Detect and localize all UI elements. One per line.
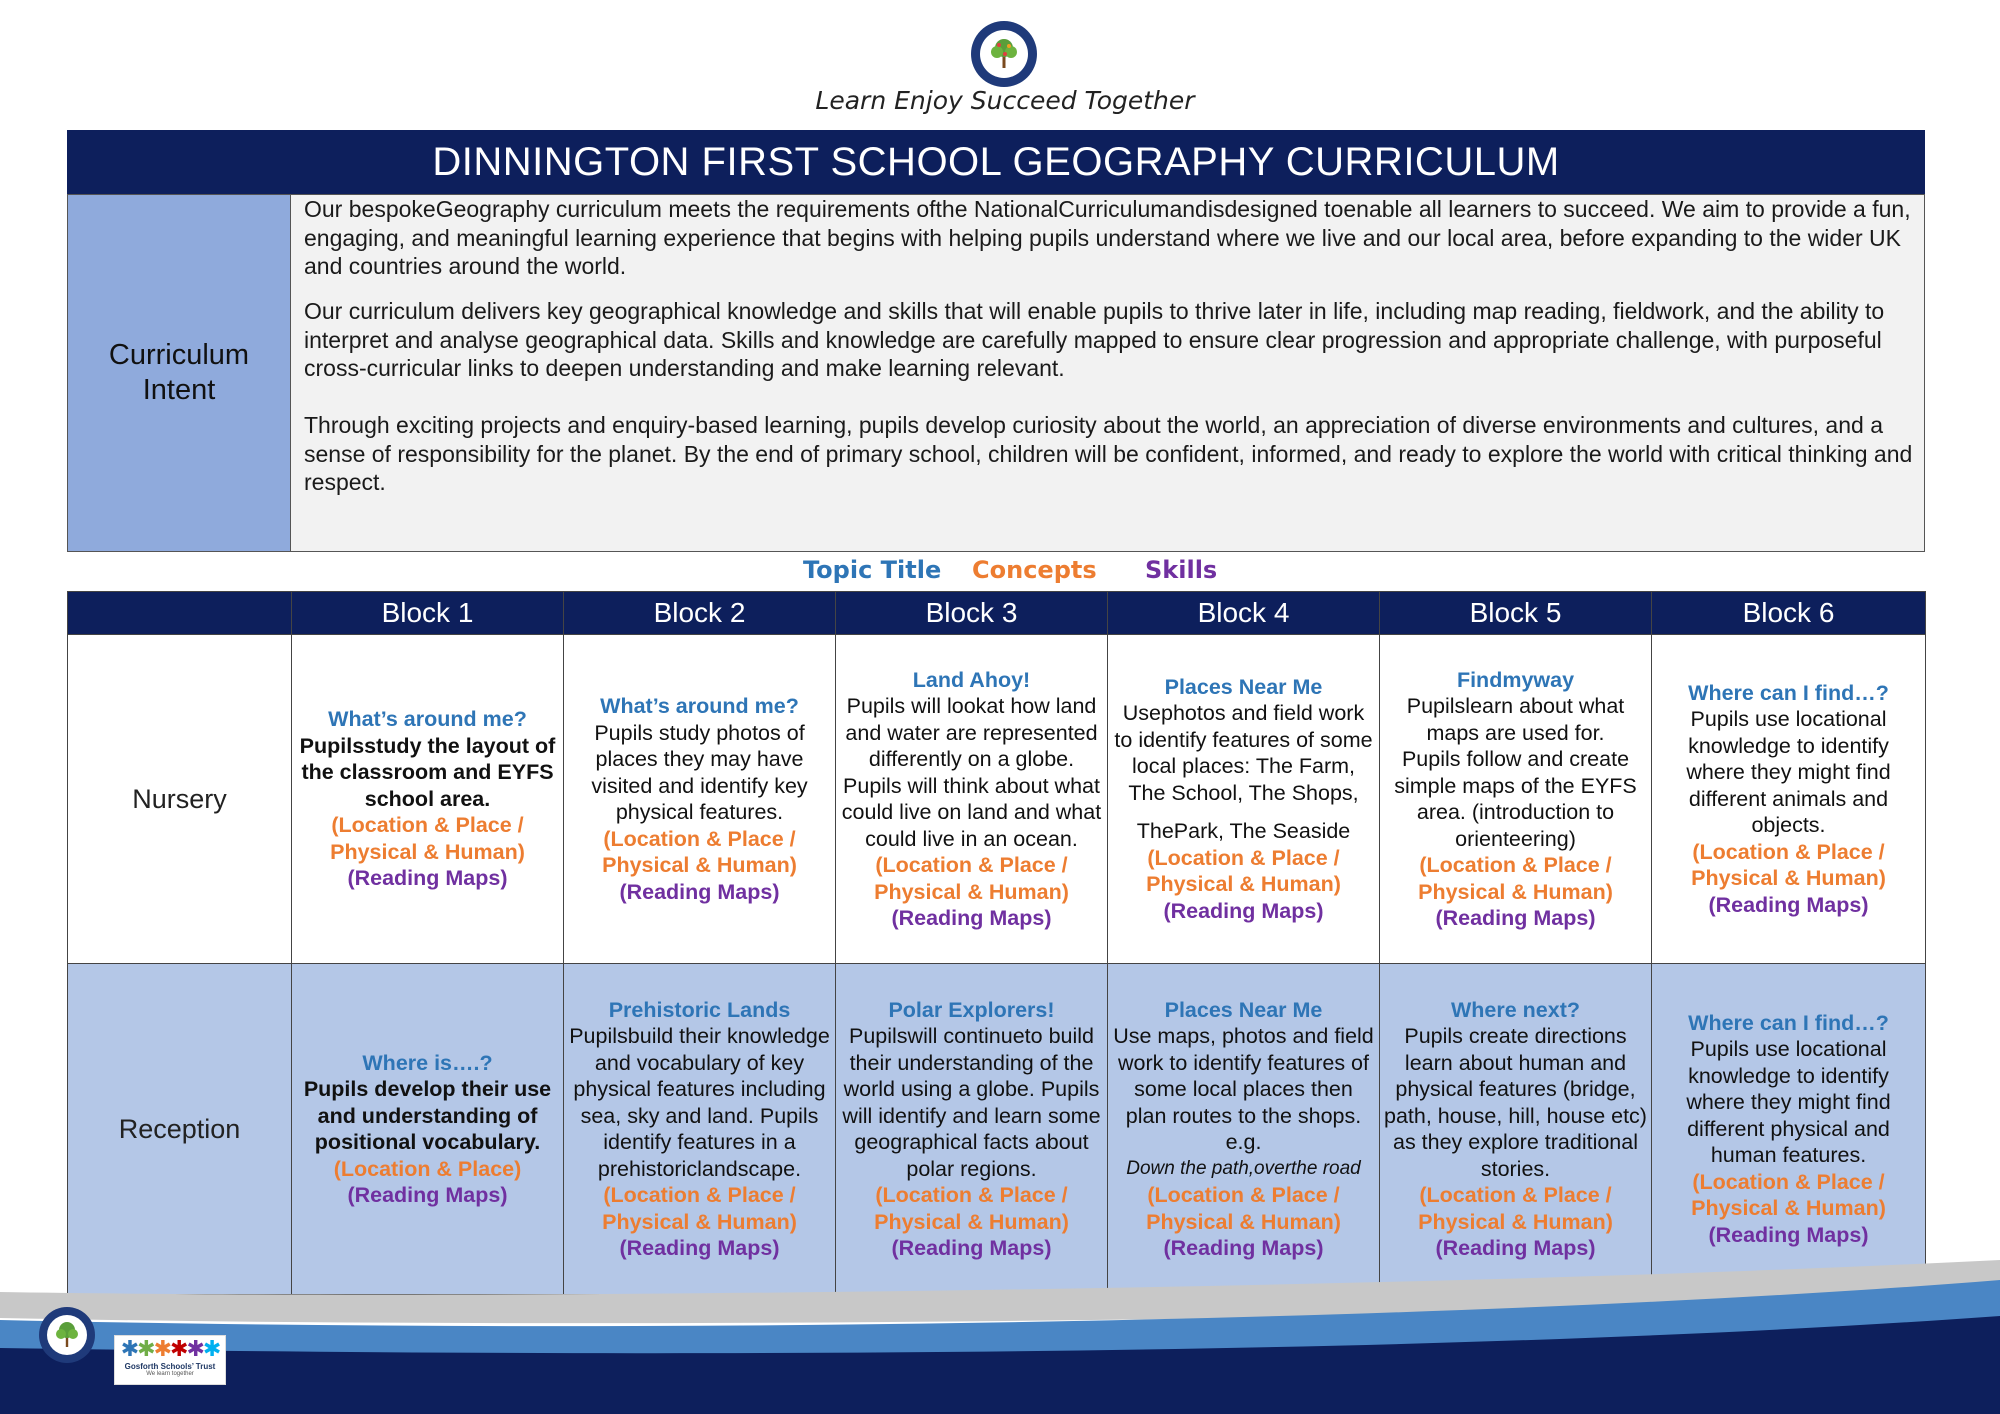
topic-concepts: (Location & Place / Physical & Human) <box>874 853 1069 904</box>
topic-skills: (Reading Maps) <box>347 1183 508 1207</box>
topic-concepts: (Location & Place / Physical & Human) <box>1418 1183 1613 1234</box>
nursery-block-6 <box>1652 635 1926 964</box>
topic-skills: (Reading Maps) <box>347 866 508 891</box>
reception-block-2 <box>564 964 836 1295</box>
topic-skills: (Reading Maps) <box>1708 1222 1869 1247</box>
reception-row <box>68 964 1926 1295</box>
topic-concepts: (Location & Place / Physical & Human) <box>1418 853 1613 904</box>
topic-skills: (Reading Maps) <box>1163 898 1324 923</box>
intent-label-line2: Intent <box>142 374 216 406</box>
topic-description: Pupilslearn about what maps are used for. <box>1406 694 1625 745</box>
topic-description-2: ThePark, The Seaside <box>1136 819 1351 844</box>
topic-concepts: (Location & Place / Physical & Human) <box>330 813 525 864</box>
header-block-4: Block 4 <box>1108 592 1380 635</box>
topic-concepts: (Location & Place / Physical & Human) <box>602 826 797 877</box>
topic-skills: (Reading Maps) <box>1435 1236 1596 1260</box>
key-skills: Skills <box>1145 556 1218 584</box>
topic-concepts: (Location & Place / Physical & Human) <box>1146 845 1341 897</box>
topic-title: Where can I find…? <box>1688 680 1889 705</box>
curriculum-grid <box>67 591 1926 1295</box>
footer-school-logo <box>38 1306 96 1364</box>
topic-description: Pupils will lookat how land and water are represented differently on a globe. <box>845 694 1098 771</box>
key-topic-title: Topic Title <box>803 556 942 584</box>
reception-block-5 <box>1380 964 1652 1295</box>
topic-description: Pupilsbuild their knowledge and vocabulary of key physical features including sea, sky and land. Pupils identify features in a prehistoriclandscape. <box>569 1024 830 1181</box>
topic-title: Prehistoric Lands <box>608 997 791 1022</box>
nursery-block-5 <box>1380 635 1652 964</box>
reception-block-4 <box>1108 964 1380 1295</box>
topic-description: Pupils develop their use and understanding of positional vocabulary. <box>303 1077 552 1154</box>
topic-skills: (Reading Maps) <box>619 879 780 904</box>
header-empty <box>68 592 292 635</box>
topic-description: Pupils study photos of places they may have visited and identify key physical features. <box>591 720 808 824</box>
reception-block-3 <box>836 964 1108 1295</box>
curriculum-intent-label <box>67 194 291 552</box>
header-block-1: Block 1 <box>292 592 564 635</box>
topic-skills: (Reading Maps) <box>1708 892 1869 917</box>
topic-description: Usephotos and field work to identify features of some local places: The Farm, The School, The Shops, <box>1114 701 1373 805</box>
topic-description: Pupils use locational knowledge to identify where they might find different animals and objects. <box>1686 707 1891 838</box>
header-block-2: Block 2 <box>564 592 836 635</box>
topic-title: Places Near Me <box>1164 674 1323 699</box>
intent-paragraph: Through exciting projects and enquiry-based learning, pupils develop curiosity about the world, an appreciation of diverse environments and cultures, and a sense of responsibility for the planet. By the end of primary school, children will be confident, informed, and ready to explore the world with critical thinking and respect. <box>304 412 1913 495</box>
topic-title: What’s around me? <box>600 694 799 718</box>
nursery-block-4 <box>1108 635 1380 964</box>
topic-description-italic: Down the path,overthe road <box>1126 1157 1361 1179</box>
topic-concepts: (Location & Place / Physical & Human) <box>874 1183 1069 1234</box>
topic-title: Where can I find…? <box>1688 1010 1889 1035</box>
topic-description: Pupilswill continueto build their understanding of the world using a globe. Pupils will identify and learn some geographical facts about polar regions. <box>842 1024 1101 1181</box>
topic-title: Where is….? <box>362 1050 493 1075</box>
topic-concepts: (Location & Place / Physical & Human) <box>602 1183 797 1234</box>
topic-description-2: Pupils follow and create simple maps of the EYFS area. (introduction to orienteering) <box>1394 747 1637 851</box>
header-block-3: Block 3 <box>836 592 1108 635</box>
nursery-block-1 <box>292 635 564 964</box>
topic-title: Polar Explorers! <box>888 997 1055 1022</box>
school-motto: Learn Enjoy Succeed Together <box>815 86 1195 115</box>
topic-title: Findmyway <box>1456 667 1575 692</box>
topic-skills: (Reading Maps) <box>891 1236 1052 1260</box>
intent-paragraph: Our bespokeGeography curriculum meets the requirements ofthe NationalCurriculumandisdesigned toenable all learners to succeed. We aim to provide a fun, engaging, and meaningful learning experience that begins with helping pupils understand where we live and our local area, before expanding to the wider UK and countries around the world. <box>304 196 1911 279</box>
school-logo <box>970 20 1038 88</box>
topic-concepts: (Location & Place / Physical & Human) <box>1691 1169 1886 1221</box>
intent-paragraph: Our curriculum delivers key geographical knowledge and skills that will enable pupils to thrive later in life, including map reading, fieldwork, and the ability to interpret and analyse geographical data. Skills and knowledge are carefully mapped to ensure clear progression and appropriate challenge, with purposeful cross-curricular links to deepen understanding and make learning relevant. <box>304 298 1885 381</box>
topic-concepts: (Location & Place) <box>333 1156 522 1181</box>
topic-description: Pupils create directions learn about human and physical features (bridge, path, house, hill, house etc) as they explore traditional stories. <box>1384 1024 1647 1181</box>
topic-description: Pupilsstudy the layout of the classroom and EYFS school area. <box>299 733 556 811</box>
topic-skills: (Reading Maps) <box>891 906 1052 930</box>
intent-label-line1: Curriculum <box>108 339 250 371</box>
topic-title: Land Ahoy! <box>912 667 1031 692</box>
topic-skills: (Reading Maps) <box>1163 1236 1324 1260</box>
header-block-6: Block 6 <box>1652 592 1926 635</box>
trust-logo <box>114 1335 226 1385</box>
nursery-block-3 <box>836 635 1108 964</box>
nursery-block-2 <box>564 635 836 964</box>
key-concepts: Concepts <box>972 556 1097 584</box>
topic-description: Pupils use locational knowledge to identify where they might find different physical and human features. <box>1686 1037 1891 1168</box>
nursery-row <box>68 635 1926 964</box>
footer-swoosh <box>0 1260 2000 1414</box>
trust-name: Gosforth Schools’ Trust <box>124 1362 216 1371</box>
topic-description: Use maps, photos and field work to identify features of some local places then plan routes to the shops. e.g. <box>1113 1024 1374 1154</box>
page-title: DINNINGTON FIRST SCHOOL GEOGRAPHY CURRICULUM <box>67 130 1925 194</box>
topic-skills: (Reading Maps) <box>619 1236 780 1260</box>
curriculum-intent-text <box>291 194 1925 552</box>
trust-tagline: We learn together <box>146 1371 194 1377</box>
topic-concepts: (Location & Place / Physical & Human) <box>1691 839 1886 891</box>
topic-title: Where next? <box>1450 997 1581 1022</box>
header-block-5: Block 5 <box>1380 592 1652 635</box>
topic-title: What’s around me? <box>328 707 527 732</box>
topic-concepts: (Location & Place / Physical & Human) <box>1146 1183 1341 1234</box>
reception-block-6 <box>1652 964 1926 1295</box>
row-label-reception: Reception <box>68 964 292 1295</box>
row-label-nursery: Nursery <box>68 635 292 964</box>
reception-block-1 <box>292 964 564 1295</box>
trust-people-icon: ✱✱✱✱✱✱ <box>120 1336 220 1361</box>
topic-skills: (Reading Maps) <box>1435 906 1596 930</box>
topic-title: Places Near Me <box>1164 997 1323 1022</box>
topic-description-2: Pupils will think about what could live on land and what could live in an ocean. <box>841 773 1102 851</box>
